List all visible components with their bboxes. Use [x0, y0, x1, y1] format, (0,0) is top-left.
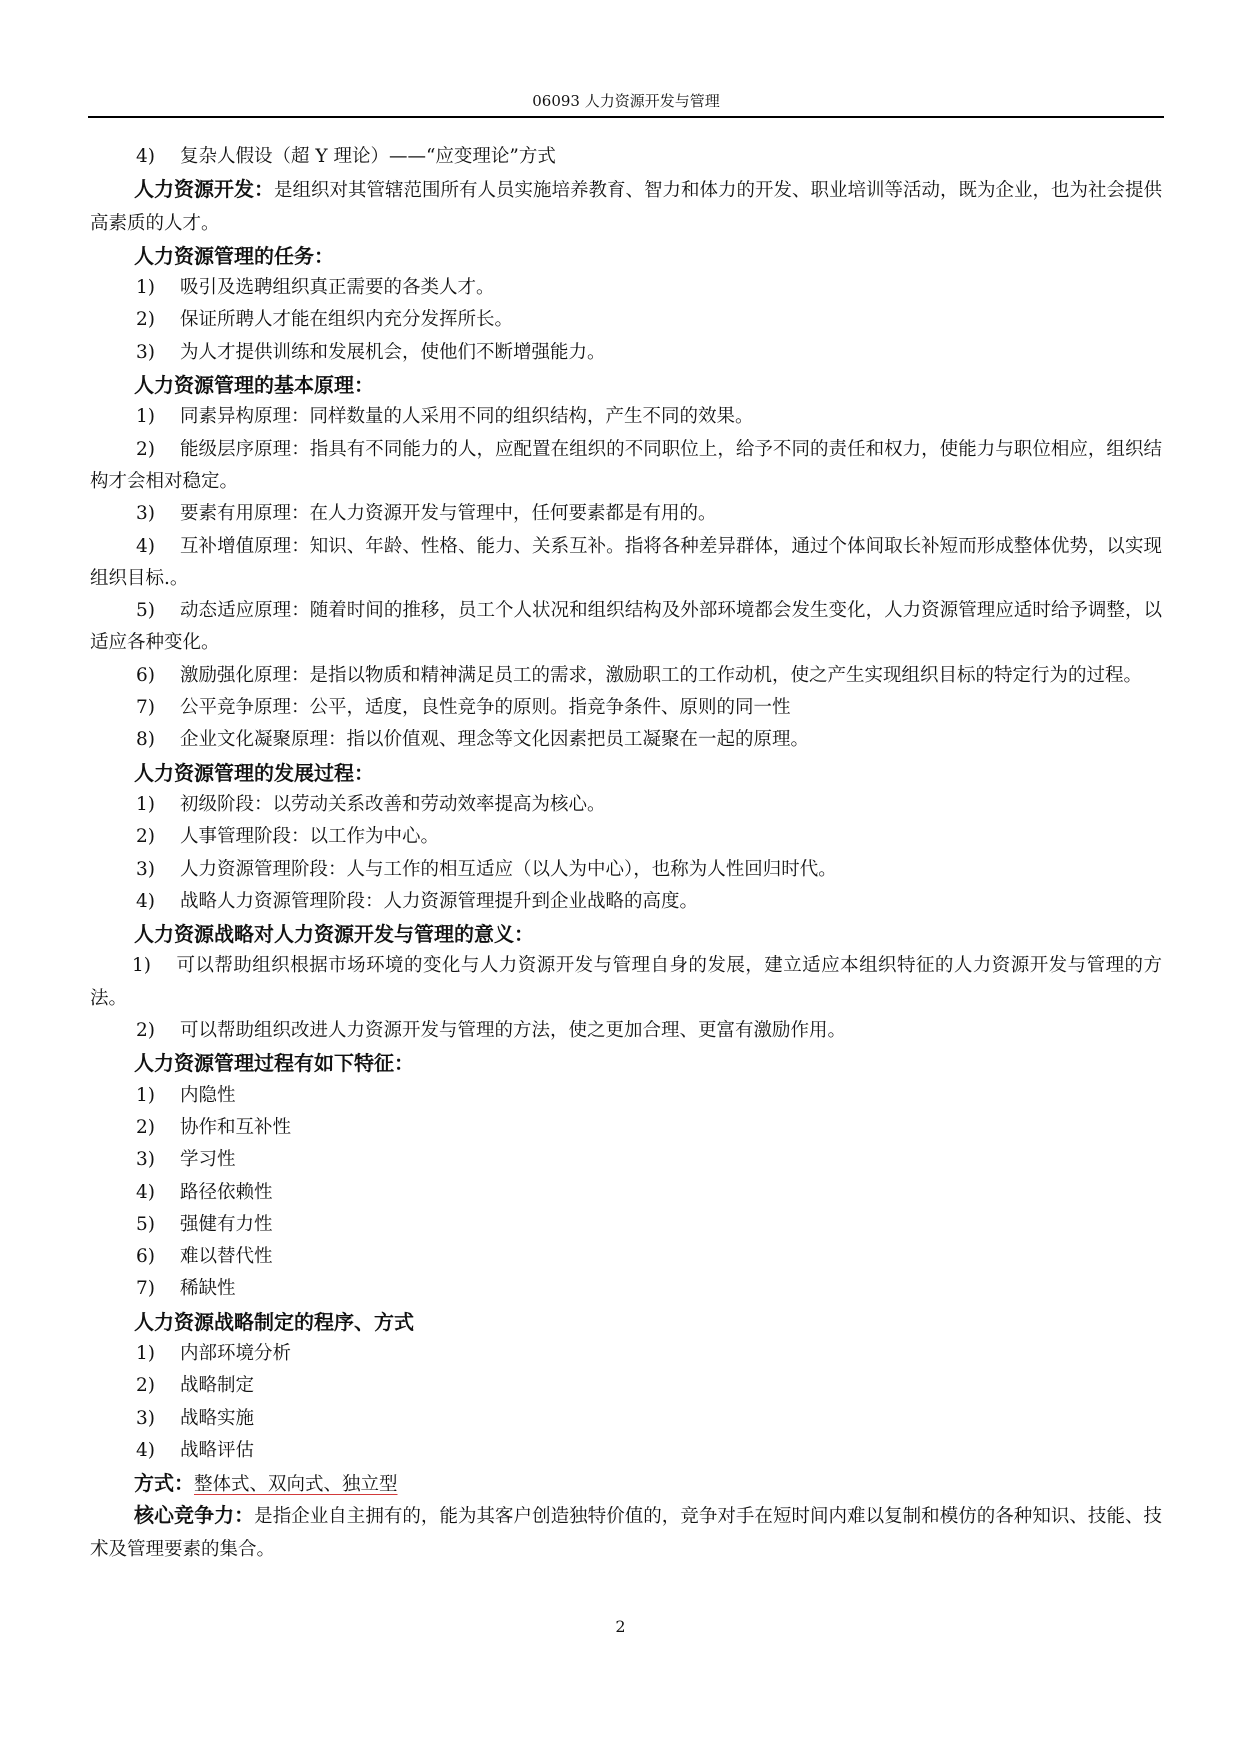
item-text: 要素有用原理：在人力资源开发与管理中，任何要素都是有用的。 [180, 503, 717, 525]
list-item [90, 434, 1162, 499]
list-item [90, 1177, 1162, 1209]
item-text: 可以帮助组织改进人力资源开发与管理的方法，使之更加合理、更富有激励作用。 [180, 1020, 847, 1042]
section-heading-development: 人力资源管理的发展过程： [134, 760, 374, 785]
item-number: 3) [136, 1149, 155, 1171]
item-number: 1) [136, 1084, 155, 1106]
running-header: 06093 人力资源开发与管理 [532, 92, 720, 110]
item-text: 学习性 [180, 1149, 236, 1171]
hrd-text: 是组织对其管辖范围所有人员实施培养教育、智力和体力的开发、职业培训等活动，既为企业，也为社会提供高素质的人才。 [90, 180, 1163, 234]
item-text: 战略实施 [180, 1407, 255, 1429]
list-item [90, 1403, 1162, 1435]
list-item [90, 789, 1162, 821]
item-number: 4) [136, 1181, 155, 1203]
list-item [90, 660, 1162, 692]
item-text: 战略人力资源管理阶段：人力资源管理提升到企业战略的高度。 [180, 890, 699, 912]
item-text: 保证所聘人才能在组织内充分发挥所长。 [180, 309, 514, 331]
section-heading-strategy: 人力资源战略制定的程序、方式 [134, 1309, 414, 1334]
item-number: 7) [136, 1278, 155, 1300]
item-text: 公平竞争原理：公平，适度，良性竞争的原则。指竞争条件、原则的同一性 [180, 697, 791, 719]
list-item [90, 886, 1162, 918]
item-number: 3) [136, 1407, 155, 1429]
list-item [90, 950, 1162, 1015]
item-text: 吸引及选聘组织真正需要的各类人才。 [180, 277, 495, 299]
mode-label: 方式： [134, 1471, 194, 1496]
item-text: 内隐性 [180, 1084, 236, 1106]
item-text: 强健有力性 [180, 1213, 273, 1235]
list-item [90, 1241, 1162, 1273]
core-competence-definition [90, 1499, 1162, 1566]
section-heading-principles: 人力资源管理的基本原理： [134, 373, 374, 398]
item-number: 7) [136, 697, 155, 719]
list-item [90, 854, 1162, 886]
item-number: 3) [136, 341, 155, 363]
item-text: 复杂人假设（超 Y 理论）——“应变理论”方式 [180, 146, 556, 167]
item-text: 初级阶段：以劳动关系改善和劳动效率提高为核心。 [180, 793, 606, 815]
item-text: 动态适应原理：随着时间的推移，员工个人状况和组织结构及外部环境都会发生变化，人力资源管理应适时给予调整，以适应各种变化。 [90, 600, 1162, 654]
item-text: 人事管理阶段：以工作为中心。 [180, 826, 440, 848]
list-item [90, 1370, 1162, 1402]
item-text: 可以帮助组织根据市场环境的变化与人力资源开发与管理自身的发展，建立适应本组织特征的人力资源开发与管理的方法。 [90, 955, 1162, 1009]
list-item [90, 724, 1162, 756]
item-number: 6) [136, 664, 155, 686]
list-item [90, 1273, 1162, 1305]
item-text: 人力资源管理阶段：人与工作的相互适应（以人为中心），也称为人性回归时代。 [180, 858, 837, 880]
item-text: 协作和互补性 [180, 1116, 292, 1138]
list-item [90, 692, 1162, 724]
list-item [90, 1015, 1162, 1047]
item-number: 1) [132, 955, 151, 977]
hrd-definition [90, 173, 1162, 240]
item-number: 1) [136, 1342, 155, 1364]
list-item [90, 272, 1162, 304]
item-number: 4) [136, 146, 155, 167]
item-number: 2) [136, 1020, 155, 1042]
list-item [90, 1338, 1162, 1370]
item-number: 2) [136, 826, 155, 848]
list-item [90, 401, 1162, 433]
page-content [90, 141, 1162, 1566]
item-text: 难以替代性 [180, 1246, 273, 1268]
section-heading-tasks: 人力资源管理的任务： [134, 243, 334, 268]
item-number: 2) [136, 309, 155, 331]
list-item [90, 821, 1162, 853]
item-number: 1) [136, 793, 155, 815]
list-item [90, 1112, 1162, 1144]
item-text: 内部环境分析 [180, 1342, 292, 1364]
item-number: 5) [136, 600, 155, 622]
item-text: 激励强化原理：是指以物质和精神满足员工的需求，激励职工的工作动机，使之产生实现组织目标的特定行为的过程。 [180, 664, 1143, 686]
item-text: 互补增值原理：知识、年龄、性格、能力、关系互补。指将各种差异群体，通过个体间取长补短而形成整体优势，以实现组织目标.。 [90, 535, 1162, 589]
item-number: 4) [136, 890, 155, 912]
list-item [90, 337, 1162, 369]
item-text: 企业文化凝聚原理：指以价值观、理念等文化因素把员工凝聚在一起的原理。 [180, 729, 810, 751]
item-number: 4) [136, 535, 155, 557]
page-number: 2 [615, 1617, 626, 1636]
list-item [90, 595, 1162, 660]
list-item [90, 1209, 1162, 1241]
list-item [90, 498, 1162, 530]
item-number: 5) [136, 1213, 155, 1235]
header-rule [88, 116, 1164, 118]
item-number: 2) [136, 1116, 155, 1138]
core-text: 是指企业自主拥有的，能为其客户创造独特价值的，竞争对手在短时间内难以复制和模仿的各种知识、技能、技术及管理要素的集合。 [90, 1506, 1162, 1560]
item-text: 为人才提供训练和发展机会，使他们不断增强能力。 [180, 341, 606, 363]
item-number: 2) [136, 438, 155, 460]
item-text: 战略评估 [180, 1439, 255, 1461]
hrd-label: 人力资源开发： [134, 177, 274, 202]
item-number: 1) [136, 277, 155, 299]
list-item [90, 1080, 1162, 1112]
list-item [90, 1144, 1162, 1176]
item-text: 路径依赖性 [180, 1181, 273, 1203]
item-number: 1) [136, 406, 155, 428]
list-item [90, 304, 1162, 336]
list-item [90, 531, 1162, 596]
item-number: 2) [136, 1375, 155, 1397]
item-number: 4) [136, 1439, 155, 1461]
item-text: 战略制定 [180, 1375, 255, 1397]
item-text: 能级层序原理：指具有不同能力的人，应配置在组织的不同职位上，给予不同的责任和权力，使能力与职位相应，组织结构才会相对稳定。 [90, 438, 1162, 492]
list-item [90, 141, 1162, 173]
item-number: 6) [136, 1246, 155, 1268]
list-item [90, 1435, 1162, 1467]
core-label: 核心竞争力： [134, 1503, 255, 1528]
section-heading-features: 人力资源管理过程有如下特征： [134, 1051, 414, 1076]
strategy-mode [90, 1467, 1162, 1499]
item-number: 8) [136, 729, 155, 751]
item-number: 3) [136, 858, 155, 880]
item-number: 3) [136, 503, 155, 525]
item-text: 同素异构原理：同样数量的人采用不同的组织结构，产生不同的效果。 [180, 406, 754, 428]
section-heading-significance: 人力资源战略对人力资源开发与管理的意义： [134, 922, 534, 947]
item-text: 稀缺性 [180, 1278, 236, 1300]
mode-text: 整体式、双向式、独立型 [194, 1474, 398, 1496]
